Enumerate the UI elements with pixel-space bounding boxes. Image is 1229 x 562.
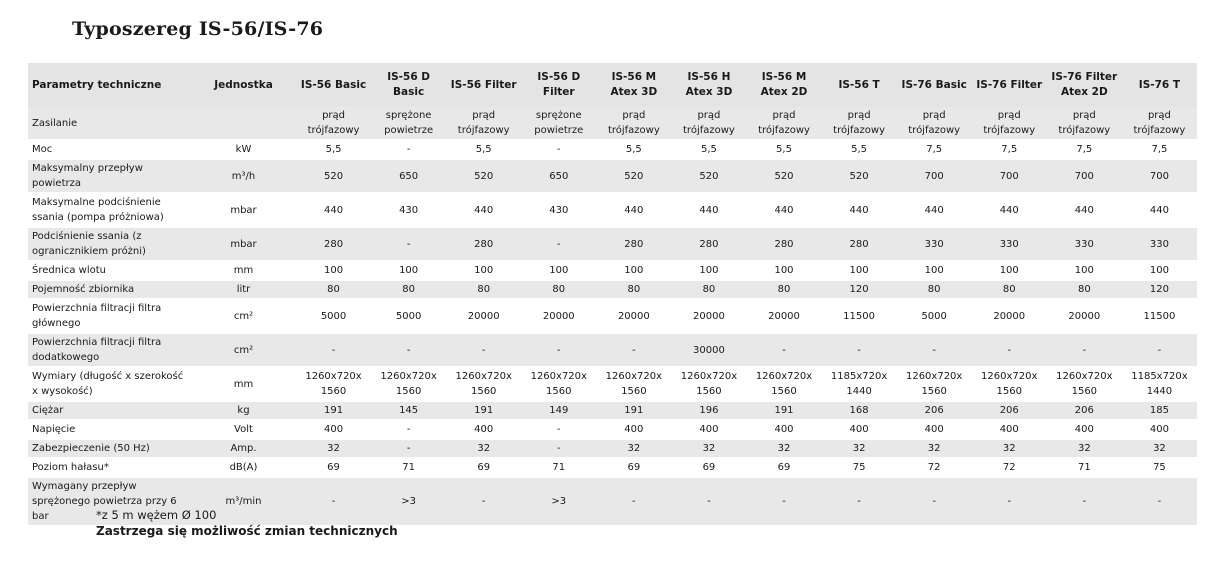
row-value: 440: [746, 193, 821, 227]
row-value: 440: [1122, 193, 1197, 227]
row-value: 1260x720x 1560: [1047, 367, 1122, 401]
row-value: 1260x720x 1560: [897, 367, 972, 401]
row-value: 100: [296, 261, 371, 280]
table-row: [28, 227, 1197, 261]
header-model: IS-76 Filter: [972, 63, 1047, 107]
row-value: 206: [1047, 401, 1122, 420]
row-value: 100: [596, 261, 671, 280]
row-value: prąd trójfazowy: [446, 107, 521, 140]
row-value: 71: [521, 458, 596, 477]
row-value: prąd trójfazowy: [671, 107, 746, 140]
row-value: 400: [822, 420, 897, 439]
header-model: IS-56 Basic: [296, 63, 371, 107]
row-value: 32: [1122, 439, 1197, 458]
row-value: prąd trójfazowy: [296, 107, 371, 140]
row-value: 400: [972, 420, 1047, 439]
header-unit: Jednostka: [191, 63, 296, 107]
row-value: 80: [296, 280, 371, 299]
row-value: 100: [972, 261, 1047, 280]
row-value: 100: [1047, 261, 1122, 280]
row-value: 69: [446, 458, 521, 477]
row-value: 330: [972, 227, 1047, 261]
row-unit: mbar: [191, 193, 296, 227]
row-value: 400: [296, 420, 371, 439]
header-model: IS-56 M Atex 2D: [746, 63, 821, 107]
row-value: 100: [446, 261, 521, 280]
row-value: 280: [822, 227, 897, 261]
row-value: -: [1122, 477, 1197, 525]
row-value: 20000: [1047, 299, 1122, 333]
row-unit: [191, 107, 296, 140]
row-value: 196: [671, 401, 746, 420]
row-value: 440: [671, 193, 746, 227]
row-value: 440: [1047, 193, 1122, 227]
header-model: IS-56 D Basic: [371, 63, 446, 107]
row-value: 1260x720x 1560: [371, 367, 446, 401]
row-value: prąd trójfazowy: [822, 107, 897, 140]
row-param: Moc: [28, 140, 191, 159]
row-value: 7,5: [897, 140, 972, 159]
row-value: 5000: [371, 299, 446, 333]
row-value: 5,5: [296, 140, 371, 159]
row-value: -: [521, 333, 596, 367]
row-value: 32: [296, 439, 371, 458]
row-value: 1260x720x 1560: [972, 367, 1047, 401]
table-row: [28, 280, 1197, 299]
table-row: [28, 367, 1197, 401]
row-value: 20000: [746, 299, 821, 333]
row-value: -: [746, 477, 821, 525]
row-value: 7,5: [1122, 140, 1197, 159]
row-value: 32: [1047, 439, 1122, 458]
row-value: 20000: [521, 299, 596, 333]
row-value: 5,5: [446, 140, 521, 159]
row-value: 206: [897, 401, 972, 420]
table-row: [28, 333, 1197, 367]
row-param: Wymiary (długość x szerokość x wysokość): [28, 367, 191, 401]
row-value: prąd trójfazowy: [596, 107, 671, 140]
row-value: 650: [521, 159, 596, 193]
row-value: 191: [746, 401, 821, 420]
row-param: Zasilanie: [28, 107, 191, 140]
row-value: 280: [296, 227, 371, 261]
row-value: 440: [972, 193, 1047, 227]
row-value: 5,5: [822, 140, 897, 159]
row-value: 1185x720x 1440: [822, 367, 897, 401]
row-value: 700: [897, 159, 972, 193]
row-value: 32: [596, 439, 671, 458]
row-value: 75: [1122, 458, 1197, 477]
row-value: 700: [1122, 159, 1197, 193]
header-model: IS-56 Filter: [446, 63, 521, 107]
row-value: 520: [822, 159, 897, 193]
row-value: 1260x720x 1560: [296, 367, 371, 401]
row-value: -: [822, 477, 897, 525]
row-value: 400: [596, 420, 671, 439]
row-value: -: [972, 333, 1047, 367]
row-value: -: [371, 333, 446, 367]
row-unit: m³/min: [191, 477, 296, 525]
row-value: 191: [596, 401, 671, 420]
row-value: >3: [371, 477, 446, 525]
row-value: 32: [972, 439, 1047, 458]
row-value: 330: [1122, 227, 1197, 261]
row-param: Powierzchnia filtracji filtra głównego: [28, 299, 191, 333]
table-row: [28, 299, 1197, 333]
header-model: IS-56 D Filter: [521, 63, 596, 107]
row-value: 20000: [972, 299, 1047, 333]
row-param: Powierzchnia filtracji filtra dodatkowego: [28, 333, 191, 367]
row-value: 69: [671, 458, 746, 477]
row-value: 69: [596, 458, 671, 477]
row-value: 11500: [822, 299, 897, 333]
row-unit: cm²: [191, 299, 296, 333]
row-param: Napięcie: [28, 420, 191, 439]
row-value: 185: [1122, 401, 1197, 420]
row-value: sprężone powietrze: [371, 107, 446, 140]
row-value: 80: [596, 280, 671, 299]
table-header-row: [28, 63, 1197, 107]
header-param: Parametry techniczne: [28, 63, 191, 107]
row-value: 32: [897, 439, 972, 458]
row-value: >3: [521, 477, 596, 525]
row-value: 80: [671, 280, 746, 299]
row-value: 100: [371, 261, 446, 280]
row-value: 120: [1122, 280, 1197, 299]
row-param: Maksymalne podciśnienie ssania (pompa próżniowa): [28, 193, 191, 227]
row-unit: litr: [191, 280, 296, 299]
row-value: 1260x720x 1560: [671, 367, 746, 401]
row-value: 440: [897, 193, 972, 227]
row-value: 80: [972, 280, 1047, 299]
row-value: 400: [1047, 420, 1122, 439]
row-value: 206: [972, 401, 1047, 420]
row-value: prąd trójfazowy: [972, 107, 1047, 140]
row-value: 80: [446, 280, 521, 299]
row-value: -: [897, 333, 972, 367]
row-value: 32: [671, 439, 746, 458]
row-value: 520: [671, 159, 746, 193]
table-row: [28, 420, 1197, 439]
row-value: -: [897, 477, 972, 525]
row-value: -: [371, 420, 446, 439]
row-value: 520: [296, 159, 371, 193]
row-value: prąd trójfazowy: [746, 107, 821, 140]
row-value: 100: [746, 261, 821, 280]
row-value: 5,5: [596, 140, 671, 159]
row-value: 80: [897, 280, 972, 299]
row-value: -: [746, 333, 821, 367]
row-value: -: [1122, 333, 1197, 367]
row-unit: mm: [191, 261, 296, 280]
row-value: 1260x720x 1560: [446, 367, 521, 401]
row-value: 700: [1047, 159, 1122, 193]
row-value: 430: [371, 193, 446, 227]
row-value: 71: [1047, 458, 1122, 477]
row-value: 20000: [671, 299, 746, 333]
table-row: [28, 140, 1197, 159]
row-value: 330: [1047, 227, 1122, 261]
row-value: 149: [521, 401, 596, 420]
row-value: -: [371, 140, 446, 159]
row-param: Pojemność zbiornika: [28, 280, 191, 299]
header-model: IS-56 T: [822, 63, 897, 107]
row-unit: kW: [191, 140, 296, 159]
row-value: -: [296, 477, 371, 525]
page-title: Typoszereg IS-56/IS-76: [72, 18, 324, 40]
header-model: IS-76 Filter Atex 2D: [1047, 63, 1122, 107]
row-unit: cm²: [191, 333, 296, 367]
row-value: 5000: [897, 299, 972, 333]
row-value: 1260x720x 1560: [596, 367, 671, 401]
row-value: sprężone powietrze: [521, 107, 596, 140]
row-value: 5,5: [746, 140, 821, 159]
row-value: -: [371, 227, 446, 261]
table-row: [28, 401, 1197, 420]
row-value: 280: [446, 227, 521, 261]
row-value: 520: [746, 159, 821, 193]
row-value: 30000: [671, 333, 746, 367]
row-value: 120: [822, 280, 897, 299]
row-value: 7,5: [972, 140, 1047, 159]
row-value: prąd trójfazowy: [1122, 107, 1197, 140]
row-param: Poziom hałasu*: [28, 458, 191, 477]
row-value: 100: [671, 261, 746, 280]
row-value: 400: [1122, 420, 1197, 439]
row-value: 440: [446, 193, 521, 227]
row-value: 11500: [1122, 299, 1197, 333]
row-unit: dB(A): [191, 458, 296, 477]
row-value: -: [521, 227, 596, 261]
row-value: 400: [671, 420, 746, 439]
row-value: 280: [746, 227, 821, 261]
row-value: -: [1047, 477, 1122, 525]
row-value: -: [521, 439, 596, 458]
row-value: 145: [371, 401, 446, 420]
row-value: 440: [296, 193, 371, 227]
row-unit: kg: [191, 401, 296, 420]
table-row: [28, 261, 1197, 280]
row-unit: m³/h: [191, 159, 296, 193]
row-value: 20000: [446, 299, 521, 333]
row-value: prąd trójfazowy: [897, 107, 972, 140]
row-value: 100: [1122, 261, 1197, 280]
row-value: 5,5: [671, 140, 746, 159]
table-row: [28, 159, 1197, 193]
row-value: 700: [972, 159, 1047, 193]
row-value: 5000: [296, 299, 371, 333]
row-value: 1185x720x 1440: [1122, 367, 1197, 401]
table-row: [28, 107, 1197, 140]
row-value: 69: [296, 458, 371, 477]
row-value: -: [446, 333, 521, 367]
row-value: 520: [446, 159, 521, 193]
row-value: -: [671, 477, 746, 525]
row-value: 100: [897, 261, 972, 280]
row-value: 71: [371, 458, 446, 477]
row-value: -: [596, 333, 671, 367]
header-model: IS-56 M Atex 3D: [596, 63, 671, 107]
row-value: 1260x720x 1560: [746, 367, 821, 401]
row-value: -: [596, 477, 671, 525]
row-param: Maksymalny przepływ powietrza: [28, 159, 191, 193]
row-unit: Volt: [191, 420, 296, 439]
row-value: 1260x720x 1560: [521, 367, 596, 401]
spec-table: [28, 63, 1197, 525]
row-unit: Amp.: [191, 439, 296, 458]
row-value: -: [296, 333, 371, 367]
row-value: -: [1047, 333, 1122, 367]
row-value: 72: [897, 458, 972, 477]
row-value: -: [822, 333, 897, 367]
row-value: 80: [746, 280, 821, 299]
row-value: -: [521, 420, 596, 439]
row-value: 80: [521, 280, 596, 299]
row-value: 440: [822, 193, 897, 227]
row-value: 430: [521, 193, 596, 227]
row-unit: mbar: [191, 227, 296, 261]
row-param: Zabezpieczenie (50 Hz): [28, 439, 191, 458]
row-value: 440: [596, 193, 671, 227]
row-value: 32: [446, 439, 521, 458]
row-value: 75: [822, 458, 897, 477]
row-value: 32: [746, 439, 821, 458]
table-row: [28, 458, 1197, 477]
row-param: Ciężar: [28, 401, 191, 420]
header-model: IS-76 T: [1122, 63, 1197, 107]
table-row: [28, 193, 1197, 227]
row-value: 330: [897, 227, 972, 261]
row-value: 520: [596, 159, 671, 193]
row-param: Podciśnienie ssania (z ogranicznikiem próżni): [28, 227, 191, 261]
footnote: *z 5 m wężem Ø 100: [96, 508, 217, 522]
row-value: 20000: [596, 299, 671, 333]
row-value: 69: [746, 458, 821, 477]
row-value: prąd trójfazowy: [1047, 107, 1122, 140]
row-value: 191: [446, 401, 521, 420]
row-value: 72: [972, 458, 1047, 477]
row-value: 400: [446, 420, 521, 439]
row-value: 32: [822, 439, 897, 458]
row-value: 400: [746, 420, 821, 439]
row-value: 280: [671, 227, 746, 261]
row-value: -: [446, 477, 521, 525]
header-model: IS-76 Basic: [897, 63, 972, 107]
table-row: [28, 439, 1197, 458]
row-value: 100: [822, 261, 897, 280]
disclaimer: Zastrzega się możliwość zmian technicznych: [96, 524, 398, 538]
header-model: IS-56 H Atex 3D: [671, 63, 746, 107]
row-value: -: [521, 140, 596, 159]
row-value: 7,5: [1047, 140, 1122, 159]
row-value: 400: [897, 420, 972, 439]
row-value: 100: [521, 261, 596, 280]
row-param: Średnica wlotu: [28, 261, 191, 280]
row-value: 650: [371, 159, 446, 193]
row-value: 191: [296, 401, 371, 420]
row-value: 168: [822, 401, 897, 420]
row-value: 80: [1047, 280, 1122, 299]
row-value: 80: [371, 280, 446, 299]
row-param: Wymagany przepływ sprężonego powietrza przy 6 bar: [28, 477, 191, 525]
row-unit: mm: [191, 367, 296, 401]
row-value: 280: [596, 227, 671, 261]
row-value: -: [972, 477, 1047, 525]
row-value: -: [371, 439, 446, 458]
